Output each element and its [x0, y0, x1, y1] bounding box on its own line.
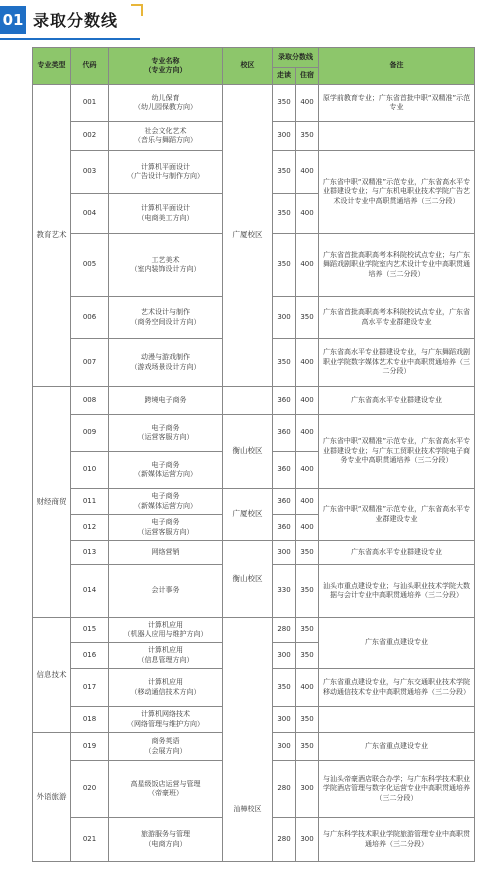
- campus-cell: 衡山校区: [223, 415, 273, 489]
- campus-cell: 衡山校区: [223, 541, 273, 618]
- header-walk: 走读: [273, 68, 296, 85]
- header-board: 住宿: [296, 68, 319, 85]
- code-cell: 002: [71, 122, 109, 151]
- major-cell: 会计事务: [109, 565, 223, 618]
- header-note: 备注: [319, 48, 475, 85]
- board-score-cell: 400: [296, 515, 319, 541]
- type-cell: 外语旅游: [33, 733, 71, 862]
- board-score-cell: 400: [296, 489, 319, 515]
- header-major: [109, 48, 223, 85]
- note-cell: 广东省首批高职高考本科院校试点专业，广东省高水平专业群建设专业: [319, 297, 475, 339]
- note-cell: 广东省首批高职高考本科院校试点专业；与广东舞蹈戏剧职业学院室内艺术设计专业中高职贯通培养（三二分段）: [319, 234, 475, 297]
- walk-score-cell: 280: [273, 618, 296, 643]
- code-cell: 004: [71, 194, 109, 234]
- walk-score-cell: 350: [273, 234, 296, 297]
- major-cell: 计算机应用 （移动通信技术方向）: [109, 669, 223, 707]
- code-cell: 018: [71, 707, 109, 733]
- walk-score-cell: 350: [273, 194, 296, 234]
- walk-score-cell: 280: [273, 818, 296, 862]
- code-cell: 001: [71, 85, 109, 122]
- board-score-cell: 400: [296, 194, 319, 234]
- code-cell: 009: [71, 415, 109, 452]
- note-cell: 广东省高水平专业群建设专业: [319, 541, 475, 565]
- board-score-cell: 400: [296, 85, 319, 122]
- walk-score-cell: 350: [273, 669, 296, 707]
- note-cell: 广东省高水平专业群建设专业: [319, 387, 475, 415]
- major-cell: 动漫与游戏制作 （游戏场景设计方向）: [109, 339, 223, 387]
- board-score-cell: 350: [296, 733, 319, 761]
- walk-score-cell: 300: [273, 297, 296, 339]
- section-header: [0, 0, 477, 42]
- type-cell: 财经商贸: [33, 387, 71, 618]
- major-cell: 艺术设计与制作 （商务空间设计方向）: [109, 297, 223, 339]
- note-cell: 与广东科学技术职业学院旅游管理专业中高职贯通培养（三二分段）: [319, 818, 475, 862]
- table-row: [33, 85, 475, 122]
- campus-cell: 广厦校区: [223, 85, 273, 387]
- walk-score-cell: 300: [273, 733, 296, 761]
- header-major-name: 专业名称: [151, 56, 180, 65]
- campus-cell: 汕樟校区: [223, 618, 273, 862]
- board-score-cell: 400: [296, 234, 319, 297]
- note-cell: 广东省中职“双精准”示范专业，广东省高水平专业群建设专业；与广东机电职业技术学院广告艺术设计专业中高职贯通培养（三二分段）: [319, 151, 475, 234]
- major-cell: 工艺美术 （室内装饰设计方向）: [109, 234, 223, 297]
- major-cell: 电子商务 （运营客服方向）: [109, 415, 223, 452]
- header-score: 录取分数线: [273, 48, 319, 68]
- note-cell: 广东省重点建设专业: [319, 733, 475, 761]
- header-code: 代码: [71, 48, 109, 85]
- note-cell: 广东省中职“双精准”示范专业，广东省高水平专业群建设专业；与广东工贸职业技术学院电子商务专业中高职贯通培养（三二分段）: [319, 415, 475, 489]
- walk-score-cell: 350: [273, 151, 296, 194]
- table-row: [33, 541, 475, 565]
- code-cell: 013: [71, 541, 109, 565]
- walk-score-cell: 350: [273, 339, 296, 387]
- note-cell: 广东省高水平专业群建设专业，与广东舞蹈戏剧职业学院数字媒体艺术专业中高职贯通培养（三二分段）: [319, 339, 475, 387]
- admission-score-table: [32, 47, 475, 862]
- note-cell: 广东省中职“双精准”示范专业，广东省高水平专业群建设专业: [319, 489, 475, 541]
- major-cell: 计算机应用 （信息管理方向）: [109, 643, 223, 669]
- note-cell: 与汕头帝豪酒店联合办学；与广东科学技术职业学院酒店管理与数字化运营专业中高职贯通培养（三二分段）: [319, 761, 475, 818]
- major-cell: 跨境电子商务: [109, 387, 223, 415]
- header-major-dir: （专业方向）: [144, 66, 187, 74]
- board-score-cell: 400: [296, 415, 319, 452]
- title-underline: [0, 38, 140, 40]
- major-cell: 旅游服务与管理 （电商方向）: [109, 818, 223, 862]
- walk-score-cell: 360: [273, 452, 296, 489]
- campus-cell: 广厦校区: [223, 489, 273, 541]
- major-cell: 网络营销: [109, 541, 223, 565]
- table-row: [33, 618, 475, 643]
- major-cell: 计算机网络技术 （网络管理与维护方向）: [109, 707, 223, 733]
- board-score-cell: 300: [296, 818, 319, 862]
- major-cell: 高星级饭店运营与管理 （帝豪班）: [109, 761, 223, 818]
- board-score-cell: 350: [296, 618, 319, 643]
- code-cell: 003: [71, 151, 109, 194]
- walk-score-cell: 280: [273, 761, 296, 818]
- header-type: 专业类型: [33, 48, 71, 85]
- major-cell: 商务英语 （会展方向）: [109, 733, 223, 761]
- major-cell: 电子商务 （运营客服方向）: [109, 515, 223, 541]
- major-cell: 电子商务 （新媒体运营方向）: [109, 489, 223, 515]
- code-cell: 007: [71, 339, 109, 387]
- code-cell: 006: [71, 297, 109, 339]
- code-cell: 014: [71, 565, 109, 618]
- board-score-cell: 400: [296, 339, 319, 387]
- walk-score-cell: 350: [273, 85, 296, 122]
- board-score-cell: 350: [296, 707, 319, 733]
- board-score-cell: 350: [296, 643, 319, 669]
- board-score-cell: 350: [296, 297, 319, 339]
- walk-score-cell: 300: [273, 122, 296, 151]
- note-cell: 原学前教育专业；广东省首批中职“双精准”示范专业: [319, 85, 475, 122]
- code-cell: 019: [71, 733, 109, 761]
- walk-score-cell: 360: [273, 515, 296, 541]
- board-score-cell: 350: [296, 565, 319, 618]
- board-score-cell: 400: [296, 452, 319, 489]
- code-cell: 012: [71, 515, 109, 541]
- note-cell: [319, 707, 475, 733]
- board-score-cell: 400: [296, 387, 319, 415]
- board-score-cell: 400: [296, 151, 319, 194]
- note-cell: [319, 122, 475, 151]
- campus-cell-blank: [223, 387, 273, 415]
- corner-decoration: [131, 4, 143, 16]
- note-cell: 汕头市重点建设专业；与汕头职业技术学院大数据与会计专业中高职贯通培养（三二分段）: [319, 565, 475, 618]
- board-score-cell: 300: [296, 761, 319, 818]
- code-cell: 017: [71, 669, 109, 707]
- major-cell: 计算机平面设计 （电商美工方向）: [109, 194, 223, 234]
- walk-score-cell: 360: [273, 387, 296, 415]
- walk-score-cell: 300: [273, 643, 296, 669]
- code-cell: 005: [71, 234, 109, 297]
- note-cell: 广东省重点建设专业，与广东交通职业技术学院移动通信技术专业中高职贯通培养（三二分段）: [319, 669, 475, 707]
- table-row: [33, 387, 475, 415]
- major-cell: 社会文化艺术 （音乐与舞蹈方向）: [109, 122, 223, 151]
- walk-score-cell: 360: [273, 489, 296, 515]
- major-cell: 计算机平面设计 （广告设计与制作方向）: [109, 151, 223, 194]
- code-cell: 016: [71, 643, 109, 669]
- table-row: [33, 415, 475, 452]
- major-cell: 幼儿保育 （幼儿园保教方向）: [109, 85, 223, 122]
- table-row: [33, 489, 475, 515]
- type-cell: 信息技术: [33, 618, 71, 733]
- walk-score-cell: 300: [273, 707, 296, 733]
- walk-score-cell: 330: [273, 565, 296, 618]
- major-cell: 计算机应用 （机器人应用与维护方向）: [109, 618, 223, 643]
- board-score-cell: 350: [296, 122, 319, 151]
- code-cell: 015: [71, 618, 109, 643]
- board-score-cell: 400: [296, 669, 319, 707]
- major-cell: 电子商务 （新媒体运营方向）: [109, 452, 223, 489]
- walk-score-cell: 300: [273, 541, 296, 565]
- type-cell: 教育艺术: [33, 85, 71, 387]
- header-campus: 校区: [223, 48, 273, 85]
- code-cell: 020: [71, 761, 109, 818]
- note-cell: 广东省重点建设专业: [319, 618, 475, 669]
- section-title: 录取分数线: [33, 11, 119, 30]
- walk-score-cell: 360: [273, 415, 296, 452]
- code-cell: 011: [71, 489, 109, 515]
- section-number: 01: [0, 6, 26, 34]
- code-cell: 021: [71, 818, 109, 862]
- board-score-cell: 350: [296, 541, 319, 565]
- code-cell: 008: [71, 387, 109, 415]
- code-cell: 010: [71, 452, 109, 489]
